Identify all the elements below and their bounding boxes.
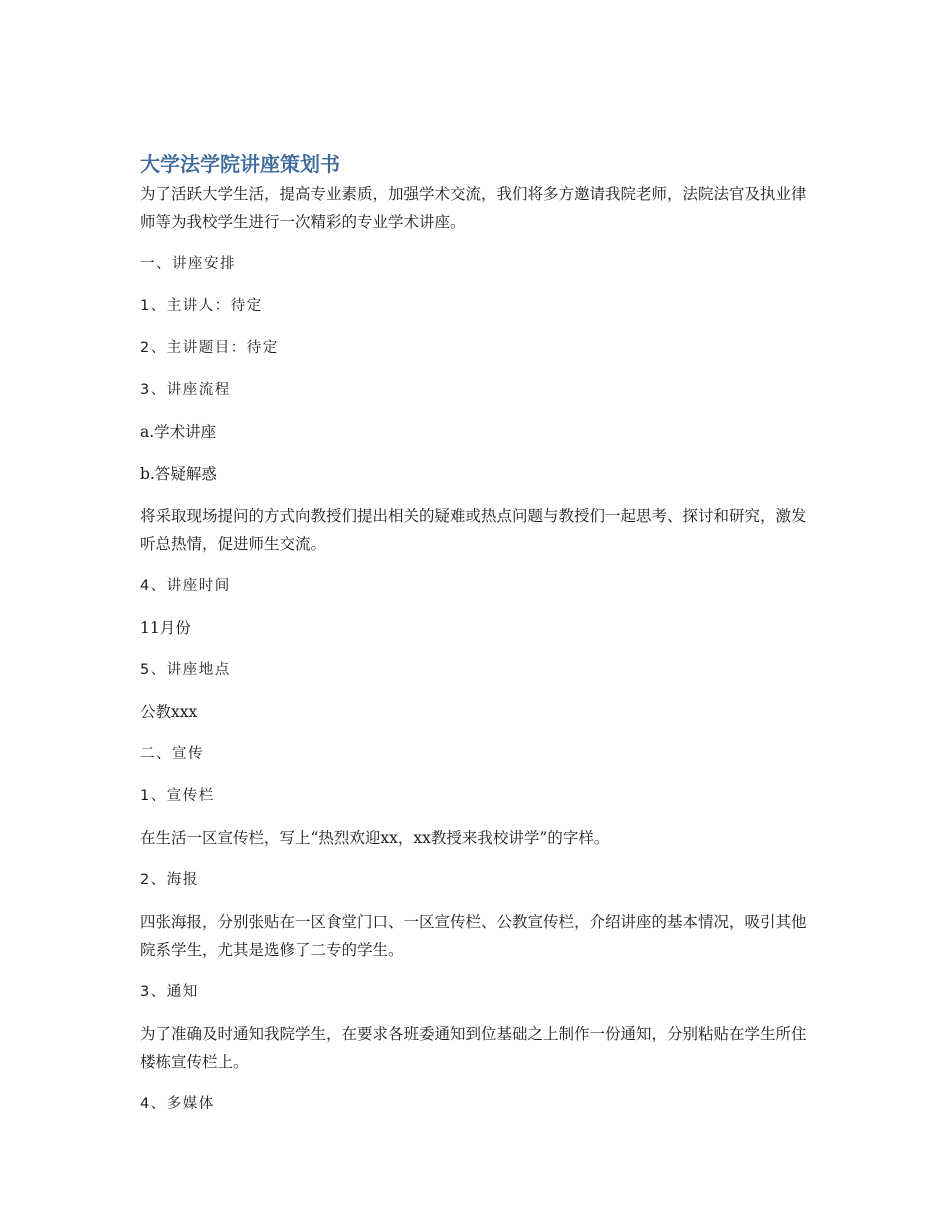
time-item: 4、讲座时间 bbox=[140, 578, 231, 594]
intro-paragraph: 为了活跃大学生活，提高专业素质，加强学术交流，我们将多方邀请我院老师，法院法官及执业律师等为我校学生进行一次精彩的专业学术讲座。 bbox=[140, 185, 807, 231]
process-description: 将采取现场提问的方式向教授们提出相关的疑难或热点问题与教授们一起思考、探讨和研究，激发听总热情，促进师生交流。 bbox=[140, 507, 807, 553]
speaker-item: 1、主讲人：待定 bbox=[140, 298, 263, 314]
process-item: 3、讲座流程 bbox=[140, 382, 231, 398]
poster-description: 四张海报，分别张贴在一区食堂门口、一区宣传栏、公教宣传栏，介绍讲座的基本情况，吸引其他院系学生，尤其是选修了二专的学生。 bbox=[140, 913, 807, 959]
notice-item: 3、通知 bbox=[140, 984, 199, 1000]
bulletin-board-description: 在生活一区宣传栏，写上“热烈欢迎xx，xx教授来我校讲学”的字样。 bbox=[140, 829, 610, 847]
location-value: 公教xxx bbox=[140, 703, 198, 721]
notice-description: 为了准确及时通知我院学生，在要求各班委通知到位基础之上制作一份通知，分别粘贴在学生所住楼栋宣传栏上。 bbox=[140, 1025, 807, 1071]
document-title: 大学法学院讲座策划书 bbox=[140, 152, 340, 176]
bulletin-board-item: 1、宣传栏 bbox=[140, 788, 215, 804]
location-item: 5、讲座地点 bbox=[140, 662, 231, 678]
poster-item: 2、海报 bbox=[140, 872, 199, 888]
process-step-b: b.答疑解惑 bbox=[140, 465, 217, 483]
time-value: 11月份 bbox=[140, 619, 191, 637]
section2-heading: 二、宣传 bbox=[140, 746, 204, 762]
multimedia-item: 4、多媒体 bbox=[140, 1096, 215, 1112]
section1-heading: 一、讲座安排 bbox=[140, 256, 236, 272]
process-step-a: a.学术讲座 bbox=[140, 423, 217, 441]
document-page bbox=[140, 148, 820, 1118]
topic-item: 2、主讲题目：待定 bbox=[140, 340, 279, 356]
